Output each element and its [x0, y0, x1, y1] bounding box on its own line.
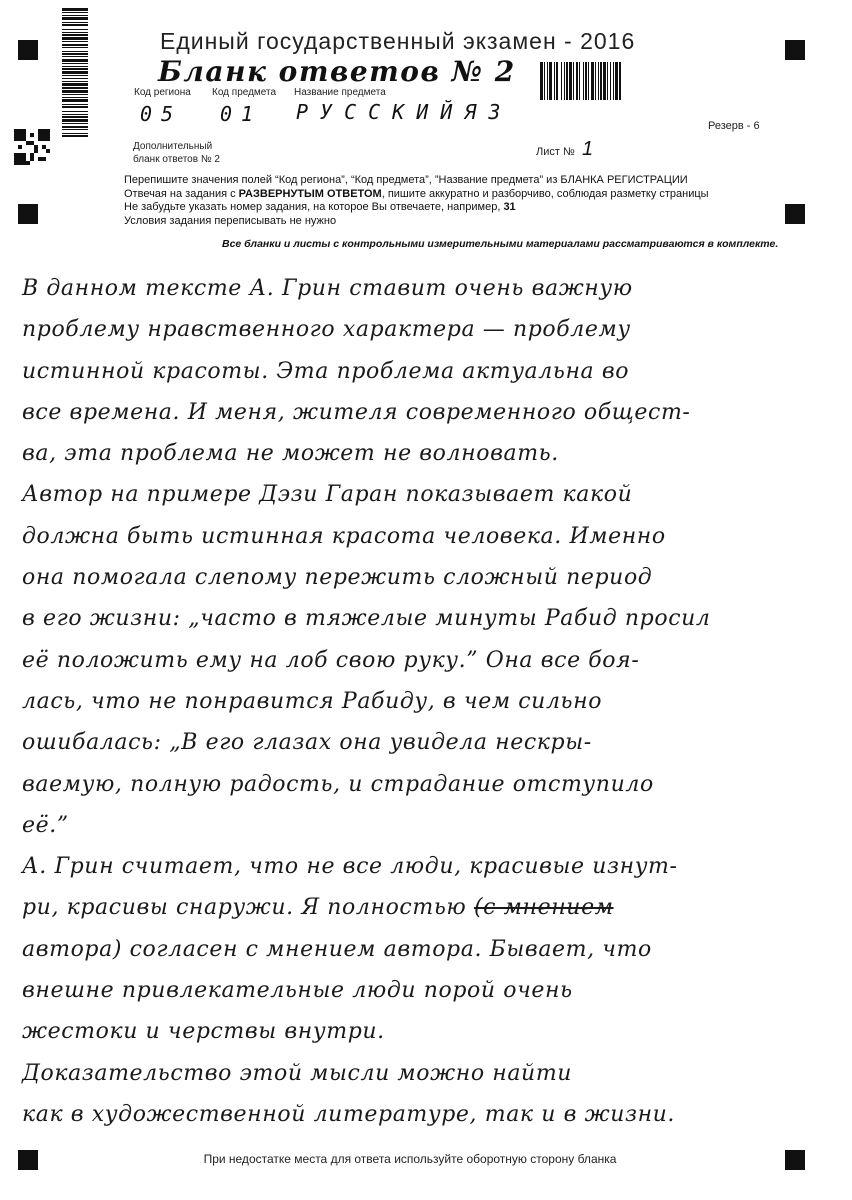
essay-line: Автор на примере Дэзи Гаран показывает какой	[22, 482, 633, 508]
instruction-line: Не забудьте указать номер задания, на которое Вы отвечаете, например, 31	[124, 201, 516, 213]
instruction-line: Отвечая на задания с РАЗВЕРНУТЫМ ОТВЕТОМ, пишите аккуратно и разборчиво, соблюдая разметку страницы	[124, 187, 709, 200]
footer-note: При недостатке места для ответа используйте оборотную сторону бланка	[203, 1152, 617, 1166]
sheet-number-field[interactable]: 1	[582, 138, 594, 160]
instructions-block	[124, 174, 709, 228]
essay-line: истинной красоты. Эта проблема актуальна во	[22, 358, 630, 384]
essay-line: жестоки и черствы внутри.	[22, 1019, 385, 1045]
essay-line: проблему нравственного характера — проблему	[22, 317, 631, 343]
subject-code-label: Код предмета	[212, 87, 277, 98]
essay-line: А. Грин считает, что не все люди, красивые изнут-	[22, 854, 678, 880]
alignment-marker-middle-right	[785, 204, 805, 224]
completeness-notice: Все бланки и листы с контрольными измерительными материалами рассматриваются в комплекте.	[222, 238, 779, 250]
region-code-label: Код региона	[134, 87, 191, 98]
essay-line: её положить ему на лоб свою руку.” Она все боя-	[22, 647, 640, 673]
essay-line: она помогала слепому пережить сложный период	[22, 565, 653, 591]
vertical-barcode	[62, 8, 88, 214]
horizontal-barcode	[540, 62, 750, 100]
essay-line: ри, красивы снаружи. Я полностью (с мнением	[22, 895, 614, 921]
form-title: Бланк ответов № 2	[158, 55, 516, 88]
essay-line: внешне привлекательные люди порой очень	[22, 978, 573, 1004]
essay-line: ва, эта проблема не может не волновать.	[22, 441, 559, 467]
extra-answer-form-label: Дополнительный бланк ответов № 2	[133, 141, 220, 165]
essay-line: автора) согласен с мнением автора. Бывает, что	[22, 936, 652, 962]
essay-line: в его жизни: „часто в тяжелые минуты Рабид просил	[22, 606, 711, 632]
alignment-marker-top-right	[785, 40, 805, 60]
essay-line: её.”	[22, 812, 69, 838]
essay-line: ваемую, полную радость, и страдание отступило	[22, 771, 654, 797]
essay-line: Доказательство этой мысли можно найти	[22, 1060, 573, 1086]
sheet-number-label: Лист №	[536, 146, 575, 158]
alignment-marker-top-left	[18, 40, 38, 60]
subject-name-label: Название предмета	[294, 87, 386, 98]
qr-code-icon	[14, 128, 50, 166]
subject-code-field[interactable]: 01	[220, 102, 263, 126]
essay-line: все времена. И меня, жителя современного общест-	[22, 399, 691, 425]
essay-line: должна быть истинная красота человека. Именно	[22, 523, 666, 549]
essay-answer-area[interactable]	[22, 268, 812, 1135]
instruction-line: Перепишите значения полей “Код региона”, “Код предмета”, ”Название предмета” из БЛАНКА РЕГИСТРАЦИИ	[124, 174, 688, 186]
subject-name-field[interactable]: РУССКИЙЯЗ	[296, 100, 513, 124]
essay-line: как в художественной литературе, так и в жизни.	[22, 1101, 676, 1127]
exam-title: Единый государственный экзамен - 2016	[160, 28, 636, 54]
instruction-line: Условия задания переписывать не нужно	[124, 214, 337, 227]
reserve-label: Резерв - 6	[708, 120, 760, 132]
essay-line: ошибалась: „В его глазах она увидела нескры-	[22, 730, 592, 756]
struck-text: (с мнением	[473, 895, 614, 921]
essay-line: лась, что не понравится Рабиду, в чем сильно	[22, 688, 603, 714]
region-code-field[interactable]: 05	[140, 102, 183, 126]
essay-line: В данном тексте А. Грин ставит очень важную	[22, 276, 633, 301]
alignment-marker-middle-left	[18, 204, 38, 224]
